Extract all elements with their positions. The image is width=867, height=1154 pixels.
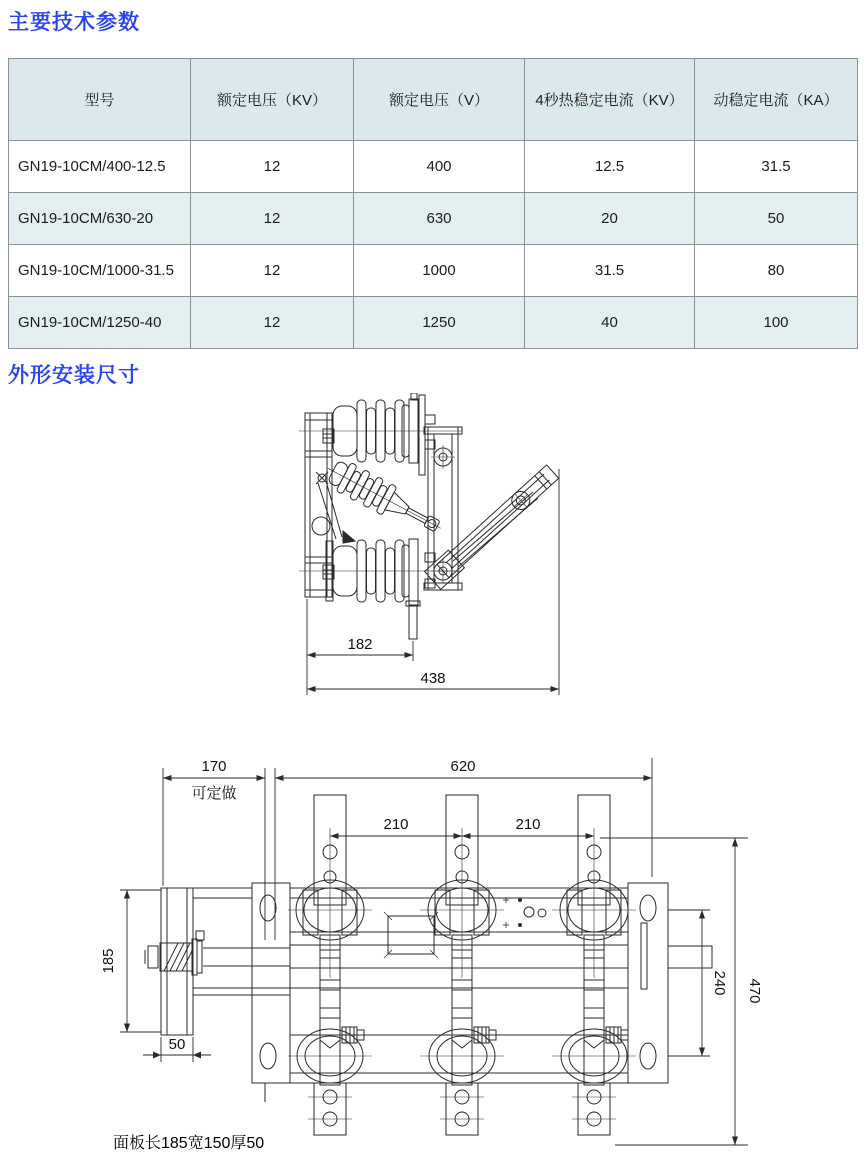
- cell-value: 31.5: [525, 245, 695, 297]
- dimension-label-182: 182: [347, 636, 373, 653]
- cell-value: 12.5: [525, 141, 695, 193]
- cell-value: 20: [525, 193, 695, 245]
- dimension-label-210-left: 210: [383, 816, 409, 833]
- terminal-stem: [406, 601, 420, 639]
- cell-value: 1000: [354, 245, 525, 297]
- frame-left-plate: [252, 883, 290, 1102]
- dimension-label-240: 240: [711, 970, 728, 996]
- cell-value: 100: [695, 297, 858, 349]
- cell-value: 12: [191, 141, 354, 193]
- frame-right-plate: [628, 883, 712, 1083]
- cell-value: 12: [191, 245, 354, 297]
- col-header-rated-voltage-v: 额定电压（V）: [354, 59, 525, 141]
- section-title-parameters: 主要技术参数: [8, 11, 140, 34]
- table-header-row: [9, 59, 858, 141]
- col-header-model: 型号: [9, 59, 191, 141]
- frame-body: [290, 888, 628, 1083]
- col-header-dynamic-current: 动稳定电流（KA）: [695, 59, 858, 141]
- cell-value: 1250: [354, 297, 525, 349]
- pole-assembly-3: [552, 795, 636, 1135]
- cell-value: 80: [695, 245, 858, 297]
- dimension-label-210-right: 210: [515, 816, 541, 833]
- front-view-drawing: [100, 740, 860, 1154]
- dimension-lines-side: [307, 469, 559, 695]
- cell-value: 12: [191, 297, 354, 349]
- table-row: [9, 245, 858, 297]
- table-row: [9, 193, 858, 245]
- cell-value: 630: [354, 193, 525, 245]
- mounting-plate: [305, 413, 334, 597]
- col-header-rated-voltage-kv: 额定电压（KV）: [191, 59, 354, 141]
- col-header-thermal-current: 4秒热稳定电流（KV）: [525, 59, 695, 141]
- cell-model: GN19-10CM/630-20: [9, 193, 191, 245]
- dimension-label-620: 620: [450, 758, 476, 775]
- pole-assembly-2: [420, 795, 504, 1135]
- table-row: [9, 297, 858, 349]
- dimension-label-438: 438: [420, 670, 446, 687]
- parameters-table: [8, 58, 858, 349]
- operating-arm: [425, 463, 561, 590]
- cell-value: 12: [191, 193, 354, 245]
- panel-caption: 面板长185宽150厚50: [113, 1135, 265, 1152]
- cell-value: 40: [525, 297, 695, 349]
- dimension-label-50: 50: [168, 1036, 186, 1053]
- pole-assembly-1: [288, 795, 372, 1135]
- table-row: [9, 141, 858, 193]
- cell-model: GN19-10CM/1250-40: [9, 297, 191, 349]
- section-title-dimensions: 外形安装尺寸: [8, 364, 140, 387]
- dimension-label-170: 170: [201, 758, 227, 775]
- cell-value: 400: [354, 141, 525, 193]
- cell-model: GN19-10CM/400-12.5: [9, 141, 191, 193]
- cell-model: GN19-10CM/1000-31.5: [9, 245, 191, 297]
- dimension-label-470: 470: [746, 978, 763, 1004]
- dimension-label-185: 185: [100, 948, 117, 974]
- frame-column: [424, 427, 462, 590]
- cell-value: 31.5: [695, 141, 858, 193]
- cell-value: 50: [695, 193, 858, 245]
- custom-note-label: 可定做: [191, 785, 237, 802]
- side-view-drawing: [297, 393, 577, 705]
